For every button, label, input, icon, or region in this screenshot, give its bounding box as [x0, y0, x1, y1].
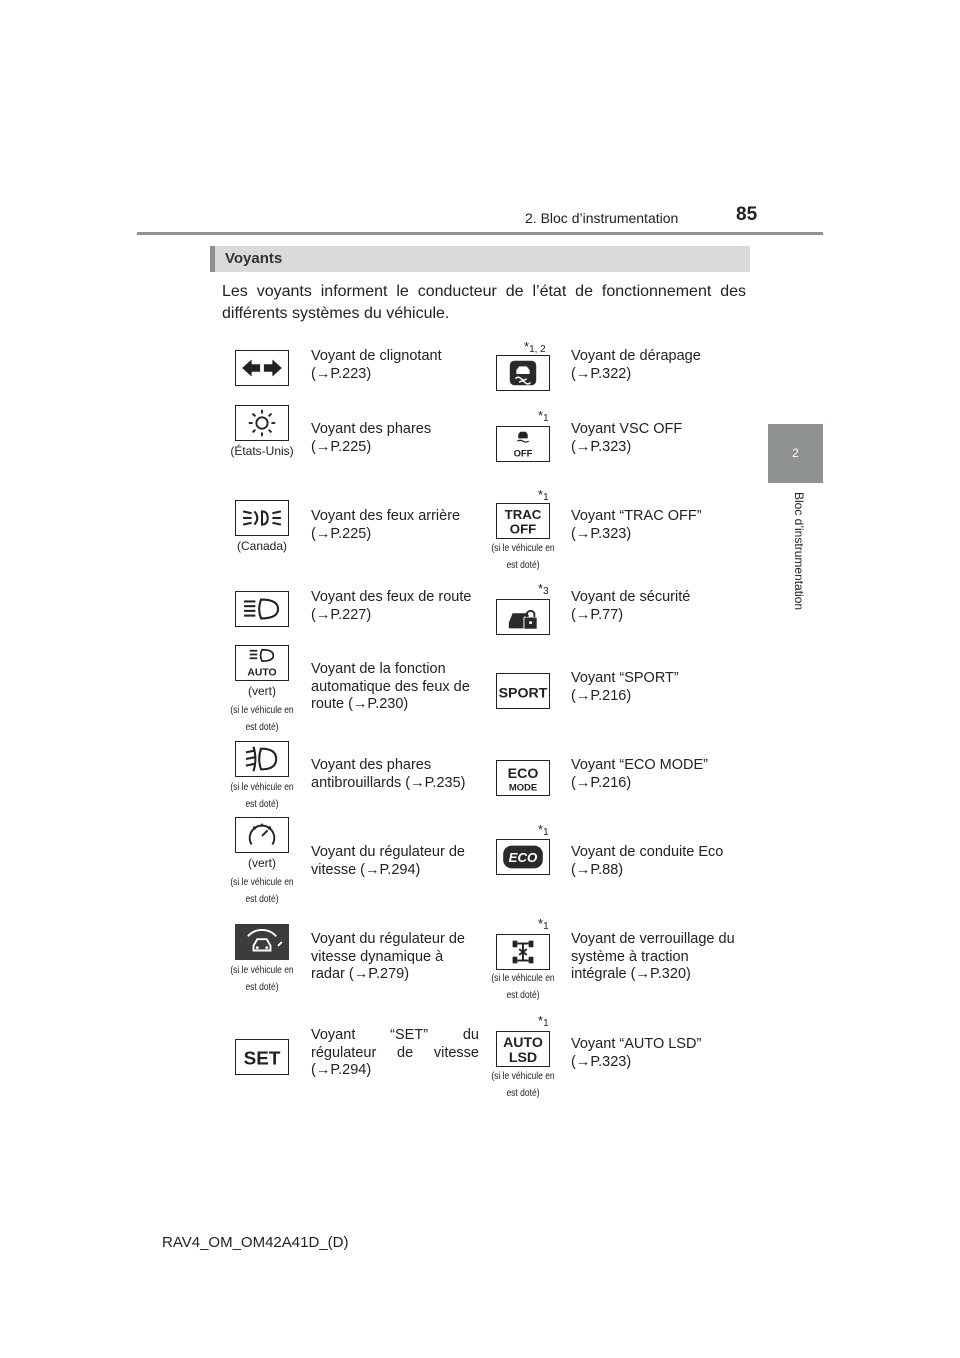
right-desc-4: Voyant de sécurité (→P.77) [571, 589, 691, 623]
footnote-marker: $*_1$ [538, 408, 549, 424]
auto-lsd-icon [496, 1031, 550, 1067]
right-desc-2: Voyant VSC OFF (→P.323) [571, 421, 683, 455]
caption-vert: (vert) [248, 684, 276, 698]
vsc-off-icon [496, 426, 550, 462]
running-header: 2. Bloc d’instrumentation [525, 210, 679, 226]
slip-indicator-icon [496, 355, 550, 391]
document-code: RAV4_OM_OM42A41D_(D) [162, 1234, 349, 1251]
right-desc-3: Voyant “TRAC OFF” (→P.323) [571, 508, 702, 542]
left-desc-9: Voyant “SET” du régulateur de vitesse (→P.294) [311, 1027, 479, 1078]
set-text: SET [243, 1048, 281, 1070]
4wd-lock-icon [496, 934, 550, 970]
caption-canada: (Canada) [236, 539, 288, 553]
high-beam-icon [235, 591, 289, 627]
headlight-icon [235, 405, 289, 441]
front-fog-icon [235, 741, 289, 777]
right-desc-7: Voyant de conduite Eco (→P.88) [571, 844, 724, 878]
chapter-tab: 2 [768, 424, 823, 483]
auto-text: AUTO [247, 667, 277, 679]
caption-usa: (États-Unis) [230, 444, 294, 458]
caption-equipped: (si le véhicule en est doté) [491, 973, 555, 1001]
section-heading [210, 246, 750, 272]
eco-driving-text: ECO [508, 850, 538, 866]
caption-equipped: (si le véhicule en est doté) [230, 965, 294, 993]
trac-off-text: OFF [509, 521, 537, 537]
footnote-marker: $*_1$ [538, 487, 549, 503]
footnote-marker: $*_{1, 2}$ [524, 339, 546, 355]
footnote-marker: $*_3$ [538, 581, 549, 597]
section-title: Voyants [225, 250, 283, 267]
right-desc-8: Voyant de verrouillage du système à traction intégrale (→P.320) [571, 931, 735, 982]
caption-vert: (vert) [248, 856, 276, 870]
auto-lsd-text: AUTO [503, 1035, 543, 1052]
trac-text: TRAC [504, 507, 542, 523]
off-text: OFF [513, 448, 533, 460]
left-desc-2: Voyant des phares (→P.225) [311, 421, 432, 455]
intro-paragraph: Les voyants informent le conducteur de l’état de fonctionnement des différents systèmes du véhicule. [222, 283, 746, 322]
caption-equipped: (si le véhicule en est doté) [230, 782, 294, 810]
footnote-marker: $*_1$ [538, 916, 549, 932]
lsd-text: LSD [508, 1050, 538, 1066]
caption-equipped: (si le véhicule en est doté) [491, 1071, 555, 1099]
eco-mode-icon [496, 760, 550, 796]
left-desc-4: Voyant des feux de route (→P.227) [311, 589, 472, 623]
sport-text: SPORT [498, 685, 548, 702]
chapter-tab-label: Bloc d’instrumentation [792, 492, 806, 611]
caption-equipped: (si le véhicule en est doté) [491, 543, 555, 571]
right-desc-9: Voyant “AUTO LSD” (→P.323) [571, 1036, 702, 1070]
page-number: 85 [736, 204, 758, 225]
footnote-marker: $*_1$ [538, 822, 549, 838]
eco-text: ECO [507, 766, 539, 782]
left-desc-1: Voyant de clignotant (→P.223) [311, 348, 442, 382]
tail-light-icon [235, 500, 289, 536]
left-desc-3: Voyant des feux arrière (→P.225) [311, 508, 461, 542]
sport-icon [496, 673, 550, 709]
left-desc-8: Voyant du régulateur de vitesse dynamique à radar (→P.279) [311, 931, 465, 982]
eco-driving-icon [496, 839, 550, 875]
radar-cruise-icon [235, 924, 289, 960]
footnote-marker: $*_1$ [538, 1013, 549, 1029]
security-icon [496, 599, 550, 635]
caption-equipped: (si le véhicule en est doté) [230, 877, 294, 905]
right-desc-5: Voyant “SPORT” (→P.216) [571, 670, 679, 704]
right-desc-1: Voyant de dérapage (→P.322) [571, 348, 701, 382]
header-rule [137, 232, 823, 235]
turn-signal-icon [235, 350, 289, 386]
auto-high-beam-icon [235, 645, 289, 681]
caption-equipped: (si le véhicule en est doté) [230, 705, 294, 733]
mode-text: MODE [508, 782, 538, 794]
left-desc-5: Voyant de la fonction automatique des feux de route (→P.230) [311, 661, 470, 712]
left-desc-6: Voyant des phares antibrouillards (→P.235) [311, 757, 466, 791]
right-desc-6: Voyant “ECO MODE” (→P.216) [571, 757, 708, 791]
left-desc-7: Voyant du régulateur de vitesse (→P.294) [311, 844, 465, 878]
cruise-control-icon [235, 817, 289, 853]
trac-off-icon [496, 503, 550, 539]
set-icon [235, 1039, 289, 1075]
